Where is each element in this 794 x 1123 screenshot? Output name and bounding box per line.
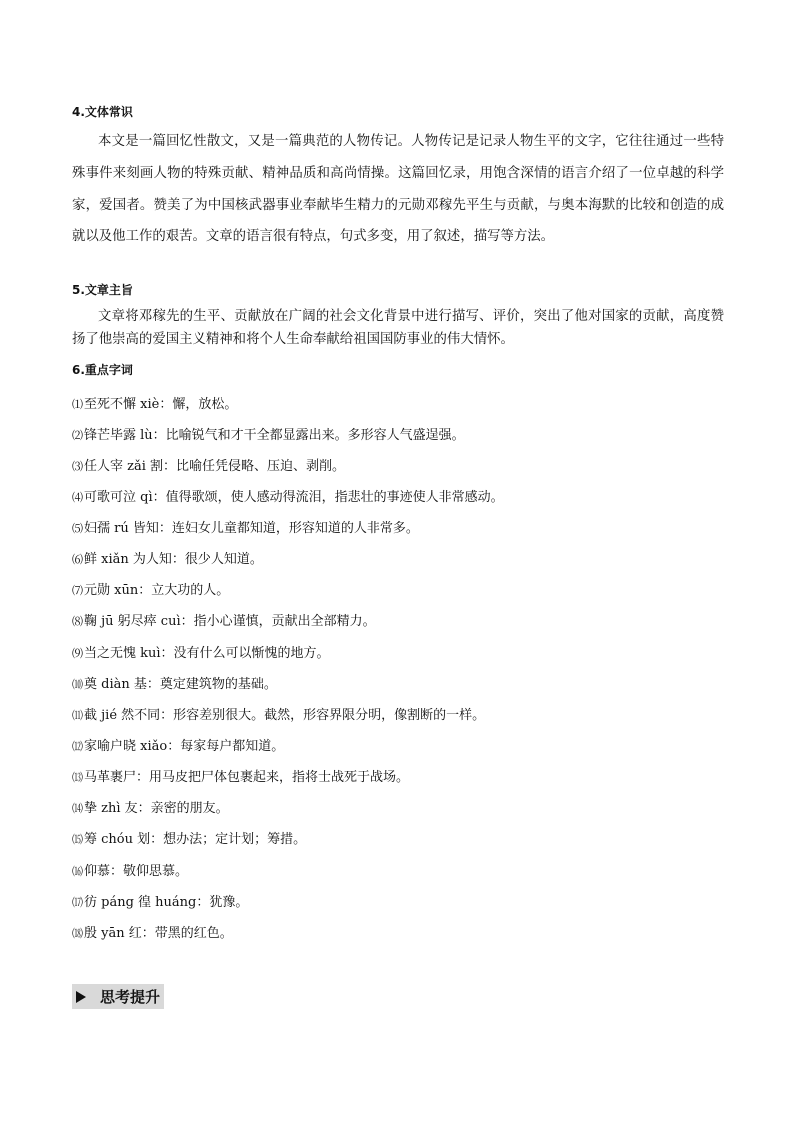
vocab-item (72, 676, 277, 694)
vocab-item (72, 582, 229, 600)
item-text: 挚 zhì 友：亲密的朋友。 (84, 801, 229, 816)
item-text: 截 jié 然不同：形容差别很大。截然，形容界限分明，像割断的一样。 (84, 708, 486, 723)
item-number: ⑼ (72, 647, 83, 660)
vocab-item (72, 800, 229, 818)
item-text: 至死不懈 xiè：懈，放松。 (84, 397, 238, 412)
vocab-item (72, 831, 306, 849)
vocab-item (72, 427, 465, 445)
item-number: ⑸ (72, 522, 83, 535)
vocab-item (72, 489, 504, 507)
vocab-item (72, 551, 263, 569)
item-number: ⒂ (72, 833, 83, 846)
item-number: ⒁ (72, 802, 83, 815)
item-text: 当之无愧 kuì：没有什么可以惭愧的地方。 (84, 646, 330, 661)
section-6-heading: 6.重点字词 (72, 363, 133, 377)
item-number: ⑺ (72, 584, 83, 597)
item-text: 筹 chóu 划：想办法；定计划；筹措。 (84, 832, 307, 847)
item-number: ⑴ (72, 398, 83, 411)
vocab-item (72, 894, 248, 912)
item-number: ⒄ (72, 896, 83, 909)
vocab-item (72, 738, 284, 756)
section-5-paragraph: 文章将邓稼先的生平、贡献放在广阔的社会文化背景中进行描写、评价，突出了他对国家的贡献，高度赞扬了他崇高的爱国主义精神和将个人生命奉献给祖国国防事业的伟大情怀。 (72, 309, 724, 347)
item-number: ⑵ (72, 429, 83, 442)
item-number: ⒀ (72, 771, 83, 784)
item-text: 鞠 jū 躬尽瘁 cuì：指小心谨慎，贡献出全部精力。 (84, 614, 376, 629)
item-text: 任人宰 zǎi 割：比喻任凭侵略、压迫、剥削。 (84, 459, 346, 474)
vocab-item (72, 613, 376, 631)
item-text: 马革裹尸：用马皮把尸体包裹起来，指将士战死于战场。 (84, 770, 410, 785)
thinking-section-header (72, 984, 164, 1009)
vocab-item (72, 396, 237, 414)
item-text: 妇孺 rú 皆知：连妇女儿童都知道，形容知道的人非常多。 (84, 521, 419, 536)
item-text: 奠 diàn 基：奠定建筑物的基础。 (84, 677, 277, 692)
item-text: 锋芒毕露 lù：比喻锐气和才干全都显露出来。多形容人气盛逞强。 (84, 428, 465, 443)
item-number: ⒃ (72, 865, 83, 878)
item-number: ⑻ (72, 615, 83, 628)
item-number: ⑹ (72, 553, 83, 566)
item-text: 家喻户晓 xiǎo：每家每户都知道。 (84, 739, 285, 754)
section-4-heading: 4.文体常识 (72, 105, 133, 119)
item-text: 彷 páng 徨 huáng：犹豫。 (84, 895, 249, 910)
item-text: 元勋 xūn：立大功的人。 (84, 583, 230, 598)
item-number: ⒅ (72, 927, 83, 940)
vocab-item (72, 863, 188, 881)
item-number: ⑽ (72, 678, 83, 691)
vocab-item (72, 645, 330, 663)
thinking-label: 思考提升 (100, 988, 161, 1006)
vocab-item (72, 520, 419, 538)
item-text: 可歌可泣 qì：值得歌颂，使人感动得流泪，指悲壮的事迹使人非常感动。 (84, 490, 504, 505)
vocab-item (72, 769, 409, 787)
vocab-item (72, 458, 345, 476)
item-number: ⑾ (72, 709, 83, 722)
item-number: ⑿ (72, 740, 83, 753)
item-text: 仰慕：敬仰思慕。 (84, 864, 189, 879)
arrow-bullet-icon (76, 991, 86, 1003)
item-number: ⑷ (72, 491, 83, 504)
vocab-item (72, 925, 233, 943)
item-number: ⑶ (72, 460, 83, 473)
item-text: 鲜 xiǎn 为人知：很少人知道。 (84, 552, 263, 567)
item-text: 殷 yān 红：带黑的红色。 (84, 926, 233, 941)
section-5-heading: 5.文章主旨 (72, 283, 133, 297)
vocab-item (72, 707, 485, 725)
section-4-paragraph: 本文是一篇回忆性散文，又是一篇典范的人物传记。人物传记是记录人物生平的文字，它往往通过一些特殊事件来刻画人物的特殊贡献、精神品质和高尚情操。这篇回忆录，用饱含深情的语言介绍了一位卓越的科学家，爱国者。赞美了为中国核武器事业奉献毕生精力的元勋邓稼先平生与贡献，与奥本海默的比较和创造的成就以及他工作的艰苦。文章的语言很有特点，句式多变，用了叙述，描写等方法。 (72, 134, 724, 245)
